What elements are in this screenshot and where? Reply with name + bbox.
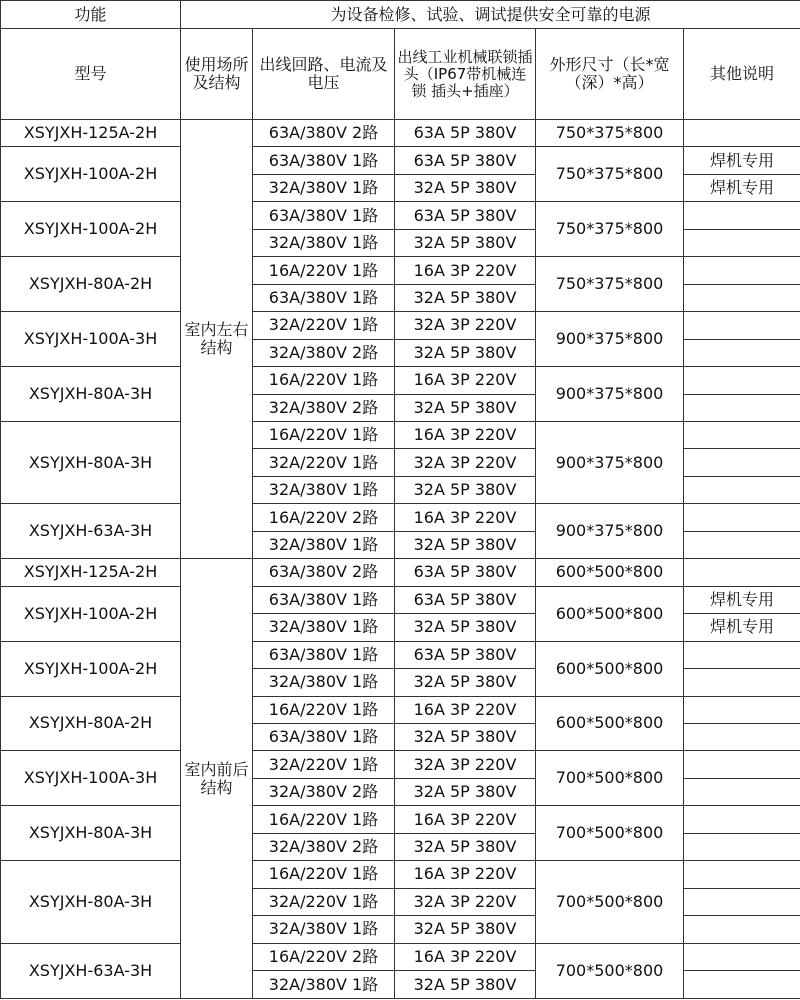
model-cell: XSYJXH-100A-2H	[1, 147, 181, 202]
plug-cell: 16A 3P 220V	[395, 696, 536, 723]
plug-cell: 32A 5P 380V	[395, 778, 536, 805]
note-cell: 焊机专用	[684, 147, 800, 174]
col-circuit-header: 出线回路、电流及电压	[253, 29, 395, 120]
circuit-cell: 16A/220V 1路	[253, 861, 395, 888]
plug-cell: 63A 5P 380V	[395, 586, 536, 613]
location-cell: 室内前后结构	[181, 559, 253, 999]
circuit-cell: 32A/380V 1路	[253, 669, 395, 696]
size-cell: 700*500*800	[536, 806, 684, 861]
circuit-cell: 32A/380V 1路	[253, 174, 395, 201]
note-cell	[684, 641, 800, 668]
note-cell	[684, 861, 800, 888]
size-cell: 700*500*800	[536, 861, 684, 943]
table-row	[1, 202, 800, 229]
circuit-cell: 32A/220V 1路	[253, 888, 395, 915]
model-cell: XSYJXH-125A-2H	[1, 120, 181, 147]
note-cell	[684, 312, 800, 339]
size-cell: 700*500*800	[536, 751, 684, 806]
note-cell	[684, 531, 800, 558]
circuit-cell: 16A/220V 1路	[253, 367, 395, 394]
note-cell	[684, 202, 800, 229]
size-cell: 750*375*800	[536, 202, 684, 257]
model-cell: XSYJXH-100A-2H	[1, 586, 181, 641]
column-header-row	[1, 29, 800, 120]
circuit-cell: 16A/220V 1路	[253, 422, 395, 449]
plug-cell: 32A 5P 380V	[395, 174, 536, 201]
function-label: 功能	[1, 1, 181, 29]
plug-cell: 32A 5P 380V	[395, 394, 536, 421]
plug-cell: 32A 5P 380V	[395, 476, 536, 503]
note-cell	[684, 943, 800, 970]
circuit-cell: 63A/380V 2路	[253, 559, 395, 586]
note-cell	[684, 229, 800, 256]
note-cell	[684, 888, 800, 915]
table-row	[1, 586, 800, 613]
col-model-header: 型号	[1, 29, 181, 120]
circuit-cell: 16A/220V 1路	[253, 696, 395, 723]
col-location-header: 使用场所及结构	[181, 29, 253, 120]
circuit-cell: 32A/380V 1路	[253, 531, 395, 558]
note-cell	[684, 504, 800, 531]
note-cell	[684, 971, 800, 999]
circuit-cell: 63A/380V 1路	[253, 147, 395, 174]
plug-cell: 32A 3P 220V	[395, 888, 536, 915]
plug-cell: 32A 5P 380V	[395, 614, 536, 641]
note-cell	[684, 257, 800, 284]
plug-cell: 63A 5P 380V	[395, 202, 536, 229]
note-cell: 焊机专用	[684, 174, 800, 201]
plug-cell: 63A 5P 380V	[395, 641, 536, 668]
circuit-cell: 63A/380V 1路	[253, 284, 395, 311]
circuit-cell: 32A/380V 2路	[253, 339, 395, 366]
model-cell: XSYJXH-100A-3H	[1, 312, 181, 367]
model-cell: XSYJXH-125A-2H	[1, 559, 181, 586]
plug-cell: 32A 5P 380V	[395, 531, 536, 558]
note-cell	[684, 559, 800, 586]
plug-cell: 32A 5P 380V	[395, 833, 536, 860]
plug-cell: 16A 3P 220V	[395, 943, 536, 970]
circuit-cell: 63A/380V 1路	[253, 202, 395, 229]
col-note-header: 其他说明	[684, 29, 800, 120]
note-cell	[684, 723, 800, 750]
size-cell: 600*500*800	[536, 696, 684, 751]
circuit-cell: 32A/380V 1路	[253, 229, 395, 256]
plug-cell: 63A 5P 380V	[395, 120, 536, 147]
size-cell: 900*375*800	[536, 422, 684, 504]
table-row	[1, 367, 800, 394]
size-cell: 700*500*800	[536, 943, 684, 998]
size-cell: 750*375*800	[536, 120, 684, 147]
table-row	[1, 559, 800, 586]
location-cell: 室内左右结构	[181, 120, 253, 559]
model-cell: XSYJXH-80A-3H	[1, 422, 181, 504]
note-cell	[684, 669, 800, 696]
model-cell: XSYJXH-100A-3H	[1, 751, 181, 806]
model-cell: XSYJXH-63A-3H	[1, 504, 181, 559]
circuit-cell: 32A/380V 1路	[253, 476, 395, 503]
plug-cell: 32A 5P 380V	[395, 669, 536, 696]
table-row	[1, 422, 800, 449]
note-cell	[684, 339, 800, 366]
circuit-cell: 32A/220V 1路	[253, 312, 395, 339]
circuit-cell: 32A/380V 2路	[253, 778, 395, 805]
note-cell	[684, 833, 800, 860]
model-cell: XSYJXH-100A-2H	[1, 641, 181, 696]
plug-cell: 16A 3P 220V	[395, 422, 536, 449]
table-row	[1, 120, 800, 147]
note-cell	[684, 367, 800, 394]
note-cell	[684, 751, 800, 778]
plug-cell: 32A 5P 380V	[395, 229, 536, 256]
note-cell	[684, 284, 800, 311]
note-cell	[684, 476, 800, 503]
plug-cell: 32A 5P 380V	[395, 916, 536, 943]
size-cell: 600*500*800	[536, 559, 684, 586]
circuit-cell: 16A/220V 2路	[253, 504, 395, 531]
model-cell: XSYJXH-80A-3H	[1, 806, 181, 861]
table-row	[1, 943, 800, 970]
col-size-header: 外形尺寸（长*宽（深）*高）	[536, 29, 684, 120]
plug-cell: 32A 3P 220V	[395, 449, 536, 476]
note-cell	[684, 449, 800, 476]
table-row	[1, 751, 800, 778]
size-cell: 750*375*800	[536, 147, 684, 202]
table-row	[1, 312, 800, 339]
model-cell: XSYJXH-100A-2H	[1, 202, 181, 257]
plug-cell: 63A 5P 380V	[395, 147, 536, 174]
size-cell: 750*375*800	[536, 257, 684, 312]
note-cell: 焊机专用	[684, 614, 800, 641]
function-row	[1, 1, 800, 29]
model-cell: XSYJXH-80A-2H	[1, 696, 181, 751]
size-cell: 600*500*800	[536, 641, 684, 696]
plug-cell: 16A 3P 220V	[395, 367, 536, 394]
plug-cell: 32A 5P 380V	[395, 971, 536, 999]
plug-cell: 63A 5P 380V	[395, 559, 536, 586]
circuit-cell: 16A/220V 1路	[253, 806, 395, 833]
circuit-cell: 16A/220V 1路	[253, 257, 395, 284]
size-cell: 900*375*800	[536, 312, 684, 367]
note-cell: 焊机专用	[684, 586, 800, 613]
plug-cell: 32A 3P 220V	[395, 751, 536, 778]
table-row	[1, 147, 800, 174]
col-plug-header: 出线工业机械联锁插头（IP67带机械连锁 插头+插座）	[395, 29, 536, 120]
size-cell: 900*375*800	[536, 367, 684, 422]
circuit-cell: 32A/220V 1路	[253, 449, 395, 476]
model-cell: XSYJXH-80A-3H	[1, 861, 181, 943]
note-cell	[684, 394, 800, 421]
spec-table-body	[1, 1, 800, 999]
circuit-cell: 63A/380V 1路	[253, 641, 395, 668]
table-row	[1, 257, 800, 284]
model-cell: XSYJXH-80A-3H	[1, 367, 181, 422]
plug-cell: 16A 3P 220V	[395, 861, 536, 888]
circuit-cell: 32A/380V 2路	[253, 833, 395, 860]
note-cell	[684, 916, 800, 943]
plug-cell: 32A 5P 380V	[395, 339, 536, 366]
circuit-cell: 63A/380V 1路	[253, 723, 395, 750]
table-row	[1, 806, 800, 833]
note-cell	[684, 120, 800, 147]
circuit-cell: 63A/380V 1路	[253, 586, 395, 613]
circuit-cell: 16A/220V 2路	[253, 943, 395, 970]
circuit-cell: 32A/380V 1路	[253, 916, 395, 943]
circuit-cell: 32A/380V 1路	[253, 971, 395, 999]
plug-cell: 16A 3P 220V	[395, 504, 536, 531]
circuit-cell: 32A/380V 2路	[253, 394, 395, 421]
circuit-cell: 32A/220V 1路	[253, 751, 395, 778]
plug-cell: 32A 5P 380V	[395, 284, 536, 311]
plug-cell: 16A 3P 220V	[395, 257, 536, 284]
note-cell	[684, 778, 800, 805]
note-cell	[684, 696, 800, 723]
table-row	[1, 696, 800, 723]
size-cell: 600*500*800	[536, 586, 684, 641]
circuit-cell: 63A/380V 2路	[253, 120, 395, 147]
table-row	[1, 504, 800, 531]
table-row	[1, 641, 800, 668]
circuit-cell: 32A/380V 1路	[253, 614, 395, 641]
plug-cell: 32A 5P 380V	[395, 723, 536, 750]
model-cell: XSYJXH-80A-2H	[1, 257, 181, 312]
size-cell: 900*375*800	[536, 504, 684, 559]
function-value: 为设备检修、试验、调试提供安全可靠的电源	[181, 1, 800, 29]
note-cell	[684, 422, 800, 449]
note-cell	[684, 806, 800, 833]
plug-cell: 16A 3P 220V	[395, 806, 536, 833]
plug-cell: 32A 3P 220V	[395, 312, 536, 339]
model-cell: XSYJXH-63A-3H	[1, 943, 181, 998]
table-row	[1, 861, 800, 888]
